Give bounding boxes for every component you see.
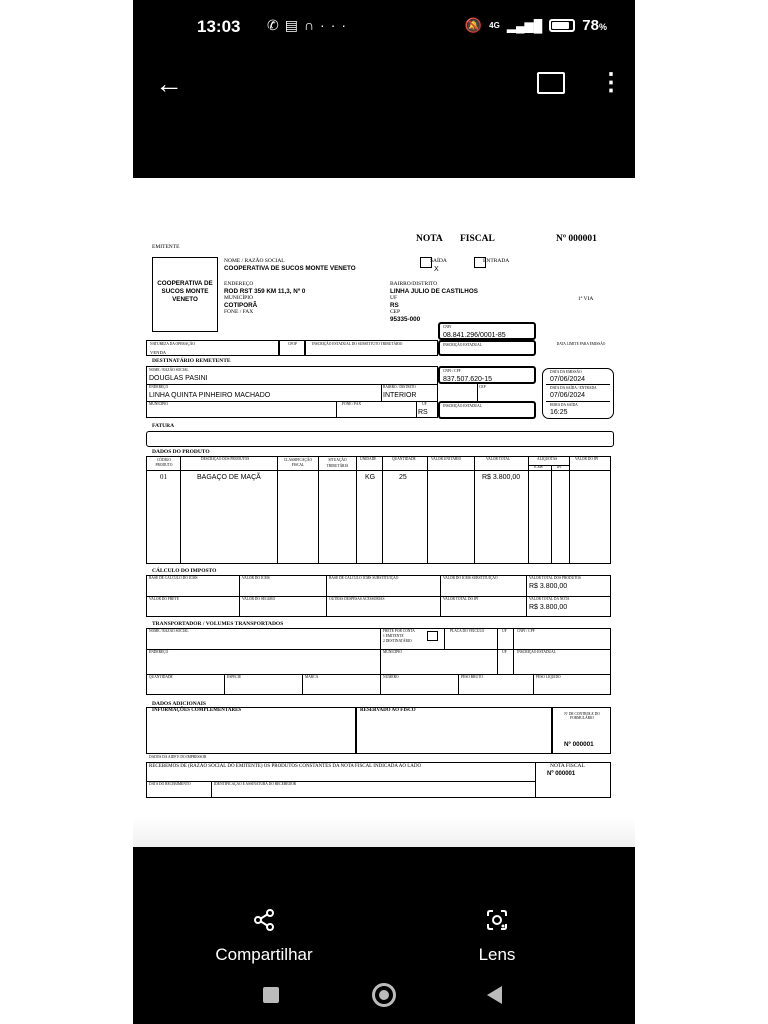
emitente-logo-text: COOPERATIVA DE SUCOS MONTE VENETO <box>157 280 213 303</box>
transp-table <box>146 628 611 695</box>
bairro-value: LINHA JULIO DE CASTILHOS <box>390 288 478 295</box>
bottom-actions <box>133 900 635 970</box>
item-descricao: BAGAÇO DE MAÇÃ <box>197 474 261 481</box>
ie-box: INSCRIÇÃO ESTADUAL <box>438 340 536 356</box>
lens-button[interactable] <box>457 908 537 965</box>
signal-icon: ▂▄▆█ <box>506 18 543 33</box>
transp-header: TRANSPORTADOR / VOLUMES TRANSPORTADOS <box>152 621 284 627</box>
share-button[interactable] <box>209 908 319 965</box>
lens-label: Lens <box>478 945 516 964</box>
nota-fiscal: EMITENTE NOTA FISCAL Nº 000001 COOPERATIVA DE SUCOS MONTE VENETO NOME / RAZÃO SOCIAL COOPERATIVA DE SUCOS MONTE VENETO SAÍDA X ENTRADA ENDEREÇO ROD RST 359 KM 11,3, Nº 0 MUNICÍPIO COTIPORÃ FONE / FAX BAIRRO/DISTRITO LINHA JULIO DE CASTILHOS UF RS CEP 95335-000 1ª VIA CNPJ 08.841.296/0001-85 NATUREZA DA OPERAÇÃO VENDA CFOP INSCRIÇÃO ESTADUAL DO SUBSTITUTO TRIBUTÁRIO INSCRIÇÃO ESTADUAL DATA LIMITE PARA EMISSÃO DESTINATÁRIO REMETENTE NOME / RAZÃO SOCIAL DOUGLAS PASINI CNPJ / CPF 837.507.620-15 ENDEREÇO LINHA QUINTA PINHEIRO MACHADO BAIRRO / DISTRITO INTERIOR CEP MUNICÍPIO FONE / FAX UF RS INSCRIÇÃO ESTADUAL DATA DA EMISSÃO 07/06/2024 DATA DA SAÍDA / ENTRADA 07/06/2024 HORA DA SAÍDA 16:25 FATURA DADOS DO PRODUTO CÓDIGO PRODUTO DESCRIÇÃO DOS PRODUTOS CLASSIFICAÇÃO FISCAL SITUAÇÃO TRIBUTÁRIA UNIDADE QUANTIDADE VALOR UNITÁRIO VALOR TOTAL ALÍQUOTAS ICMS IPI VALOR DO IPI 01 BAGAÇO DE MAÇÃ KG 25 R$ 3.800,00 CÁLCULO DO IMPOSTO BASE DE CÁLCULO DO ICMS VALOR DO ICMS BASE DE CÁLCULO ICMS SUBSTITUIÇÃO VALOR DO ICMS SUBSTITUIÇÃO VALOR TOTAL DOS PRODUTOS R$ 3.800,00 VALOR DO FRETE VALOR DO SEGURO OUTRAS DESPESAS ACESSÓRIAS VALOR TOTAL DO IPI VALOR TOTAL DA NOTA R$ 3.800,00 TRANSPORTADOR / VOLUMES TRANSPORTADOS NOME / RAZÃO SOCIAL FRETE POR CONTA 1 EMITENTE 2 DESTINATÁRIO PLACA DO VEÍCULO UF CNPJ / CPF ENDEREÇO MUNICÍPIO UF INSCRIÇÃO ESTADUAL QUANTIDADE ESPÉCIE MARCA NÚMERO PESO BRUTO PESO LÍQUIDO DADOS ADICIONAIS INFORMAÇÕES COMPLEMENTARES RESERVADO AO FISCO Nº DE CONTROLE DO FORMULÁRIO Nº 000001 DADOS DA AIDF E DO IMPRESSOR RECEBEMOS DE (RAZÃO SOCIAL DO EMITENTE) OS PRODUTOS CONSTANTES DA NOTA FISCAL INDICADA AO LADO NOTA FISCAL Nº 000001 DATA DO RECEBIMENTO IDENTIFICAÇÃO E ASSINATURA DO RECEBEDOR <box>146 233 614 803</box>
document-image <box>133 178 635 847</box>
viewer-toolbar <box>133 56 635 112</box>
municipio-label: MUNICÍPIO <box>224 295 254 301</box>
saida-mark: X <box>434 266 439 273</box>
cast-icon[interactable] <box>537 72 565 94</box>
cep-label: CEP <box>390 309 401 315</box>
whatsapp-icon: ✆ <box>267 17 285 33</box>
imposto-header: CÁLCULO DO IMPOSTO <box>152 568 217 574</box>
canhoto-numero: Nº 000001 <box>547 771 576 777</box>
fatura-label: FATURA <box>152 423 175 429</box>
data-limite-label: DATA LIMITE PARA EMISSÃO <box>556 342 606 346</box>
fone-label: FONE / FAX <box>224 309 254 315</box>
dest-cnpj-box: CNPJ / CPF 837.507.620-15 <box>438 366 536 384</box>
natureza-value: VENDA <box>150 350 167 355</box>
reservado-box: RESERVADO AO FISCO <box>356 707 552 754</box>
bairro-label: BAIRRO/DISTRITO <box>390 281 438 287</box>
square-recents-icon[interactable] <box>263 987 279 1003</box>
dest-uf-value: RS <box>418 409 428 416</box>
title-nota: NOTA <box>416 234 443 244</box>
endereco-label: ENDEREÇO <box>224 281 254 287</box>
produtos-table <box>146 456 611 564</box>
saida-label: SAÍDA <box>430 258 447 264</box>
headset-icon: ∩ <box>303 17 321 33</box>
dest-bairro-value: INTERIOR <box>383 392 417 399</box>
controle-box: Nº DE CONTROLE DO FORMULÁRIO Nº 000001 <box>552 707 611 754</box>
notification-icons <box>267 17 352 34</box>
endereco-value: ROD RST 359 KM 11,3, Nº 0 <box>224 288 306 295</box>
news-icon: ▤ <box>284 17 304 33</box>
via-label: 1ª VIA <box>578 296 594 302</box>
arrow-left-icon[interactable]: ← <box>155 68 183 99</box>
status-time: 13:03 <box>197 17 241 36</box>
circle-home-icon[interactable] <box>372 983 396 1007</box>
cnpj-value: 08.841.296/0001-85 <box>443 332 506 339</box>
nota-numero: Nº 000001 <box>556 234 597 244</box>
canhoto-nota-label: NOTA FISCAL <box>550 763 585 769</box>
data-saida-value: 07/06/2024 <box>550 392 586 399</box>
nome-value: COOPERATIVA DE SUCOS MONTE VENETO <box>224 265 356 272</box>
total-nota-value: R$ 3.800,00 <box>529 604 568 611</box>
cfop-cell: CFOP <box>279 340 305 356</box>
info-compl-label: INFORMAÇÕES COMPLEMENTARES <box>152 708 242 713</box>
cnpj-box: CNPJ 08.841.296/0001-85 <box>438 322 536 340</box>
natureza-cell: NATUREZA DA OPERAÇÃO VENDA <box>146 340 279 356</box>
dest-endereco-value: LINHA QUINTA PINHEIRO MACHADO <box>149 392 271 399</box>
status-bar <box>133 0 635 56</box>
dest-header: DESTINATÁRIO REMETENTE <box>152 358 231 364</box>
hora-saida-value: 16:25 <box>550 409 568 416</box>
frete-checkbox <box>427 631 438 641</box>
fatura-box <box>146 431 614 447</box>
title-fiscal: FISCAL <box>460 234 495 244</box>
controle-value: Nº 000001 <box>564 741 594 748</box>
dest-ie-box: INSCRIÇÃO ESTADUAL <box>438 401 536 419</box>
cep-value: 95335-000 <box>390 316 421 323</box>
dest-nome-value: DOUGLAS PASINI <box>149 375 208 382</box>
adicionais-header: DADOS ADICIONAIS <box>152 701 206 707</box>
more-dots-icon: ··· <box>320 17 353 33</box>
data-emissao-value: 07/06/2024 <box>550 376 586 383</box>
produtos-header: DADOS DO PRODUTO <box>152 449 210 455</box>
item-codigo: 01 <box>160 473 167 481</box>
emitente-label: EMITENTE <box>152 244 180 250</box>
uf-label: UF <box>390 295 398 301</box>
municipio-value: COTIPORÃ <box>224 302 258 309</box>
triangle-back-icon[interactable] <box>487 986 502 1004</box>
item-unidade: KG <box>365 474 376 481</box>
total-produtos-value: R$ 3.800,00 <box>529 583 568 590</box>
nome-label: NOME / RAZÃO SOCIAL <box>224 258 285 264</box>
lens-icon <box>485 908 509 932</box>
ie-subst-cell: INSCRIÇÃO ESTADUAL DO SUBSTITUTO TRIBUTÁRIO <box>305 340 438 356</box>
more-vert-icon[interactable]: ⋮ <box>599 69 623 96</box>
status-right <box>465 17 607 34</box>
network-type: 4G <box>489 21 500 30</box>
recebemos-text: RECEBEMOS DE (RAZÃO SOCIAL DO EMITENTE) OS PRODUTOS CONSTANTES DA NOTA FISCAL INDICADA AO LADO <box>149 764 422 769</box>
battery-icon <box>549 19 575 32</box>
item-valor-total: R$ 3.800,00 <box>482 474 521 481</box>
uf-value: RS <box>390 302 399 309</box>
dest-cnpj-value: 837.507.620-15 <box>443 376 493 383</box>
share-label: Compartilhar <box>215 945 313 964</box>
entrada-label: ENTRADA <box>483 258 510 264</box>
battery-percent: 78% <box>582 17 607 34</box>
item-quantidade: 25 <box>399 474 407 481</box>
info-compl-box <box>146 707 356 754</box>
phone-screen <box>133 0 635 1024</box>
emitente-logo-box <box>152 257 218 332</box>
system-nav-bar <box>133 975 635 1015</box>
mute-icon: 🔕 <box>464 17 483 33</box>
share-icon <box>252 908 276 932</box>
